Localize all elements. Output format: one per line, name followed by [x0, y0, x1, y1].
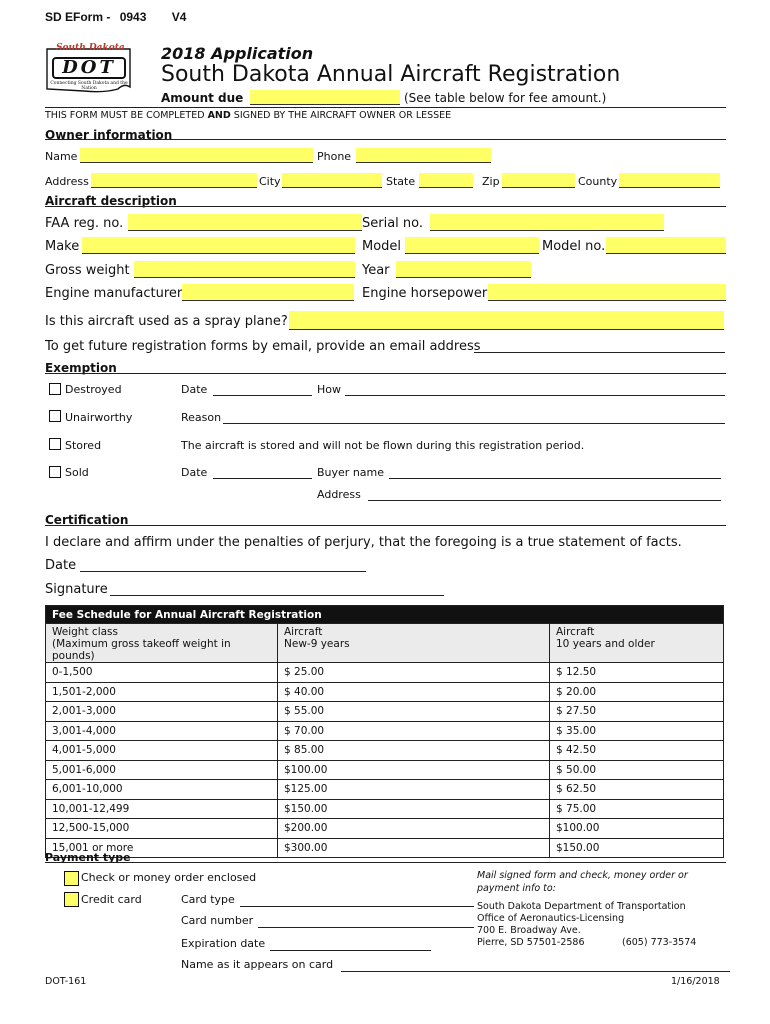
- col-new-header: [278, 624, 550, 663]
- weight-cell: 4,001-5,000: [46, 741, 278, 761]
- owner-heading-line: [45, 139, 726, 140]
- signature-label: Signature: [45, 582, 108, 597]
- fee-note: (See table below for fee amount.): [404, 91, 607, 105]
- new-fee-cell: $150.00: [278, 799, 550, 819]
- state-label: State: [386, 175, 416, 188]
- instruction-bold: AND: [207, 110, 231, 121]
- year-field[interactable]: [396, 261, 531, 278]
- logo-dot-text: DOT: [52, 57, 126, 79]
- table-row: [46, 819, 724, 839]
- table-row: [46, 799, 724, 819]
- buyer-label: Buyer name: [317, 466, 385, 479]
- logo-tagline: Connecting South Dakota and the Nation: [50, 81, 128, 91]
- address-line-3: 700 E. Broadway Ave.: [477, 925, 581, 936]
- weight-cell: 2,001-3,000: [46, 702, 278, 722]
- owner-state-field[interactable]: [419, 173, 473, 188]
- old-fee-cell: $ 12.50: [550, 663, 724, 683]
- make-field[interactable]: [82, 237, 355, 254]
- old-fee-cell: $ 62.50: [550, 780, 724, 800]
- model-no-label: Model no.: [542, 239, 606, 254]
- engine-hp-field[interactable]: [488, 284, 726, 301]
- table-row: [46, 663, 724, 683]
- exemption-heading-line: [45, 373, 726, 374]
- name-on-card-label: Name as it appears on card: [181, 958, 334, 971]
- year-application: 2018 Application: [161, 44, 314, 63]
- instruction-pre: THIS FORM MUST BE COMPLETED: [45, 110, 208, 121]
- serial-no-field[interactable]: [430, 214, 664, 231]
- destroyed-checkbox[interactable]: [49, 383, 61, 395]
- table-row: [46, 780, 724, 800]
- reason-label: Reason: [181, 411, 222, 424]
- old-fee-cell: $ 27.50: [550, 702, 724, 722]
- fee-table-header-row: [46, 624, 724, 663]
- sold-label: Sold: [65, 466, 89, 479]
- old-fee-cell: $ 35.00: [550, 721, 724, 741]
- weight-cell: 12,500-15,000: [46, 819, 278, 839]
- faa-reg-field[interactable]: [128, 214, 362, 231]
- form-number: 0943: [119, 10, 147, 24]
- model-field[interactable]: [405, 237, 539, 254]
- mail-instruction-1: Mail signed form and check, money order or: [477, 870, 688, 881]
- stored-label: Stored: [65, 439, 102, 452]
- weight-cell: 1,501-2,000: [46, 682, 278, 702]
- expiration-label: Expiration date: [181, 937, 266, 950]
- table-row: [46, 721, 724, 741]
- expiration-field[interactable]: [270, 937, 431, 951]
- header-divider: [45, 107, 726, 108]
- old-fee-cell: $ 42.50: [550, 741, 724, 761]
- new-fee-cell: $300.00: [278, 838, 550, 858]
- engine-hp-label: Engine horsepower: [362, 286, 488, 301]
- weight-cell: 6,001-10,000: [46, 780, 278, 800]
- card-type-field[interactable]: [240, 893, 474, 907]
- owner-address-field[interactable]: [91, 173, 257, 188]
- new-fee-cell: $100.00: [278, 760, 550, 780]
- destroyed-label: Destroyed: [65, 383, 122, 396]
- weight-cell: 5,001-6,000: [46, 760, 278, 780]
- cert-date-label: Date: [45, 558, 77, 573]
- mail-instruction-2: payment info to:: [477, 883, 556, 894]
- new-fee-cell: $200.00: [278, 819, 550, 839]
- col-new-line1: Aircraft: [284, 626, 323, 638]
- fee-table-title: Fee Schedule for Annual Aircraft Registration: [46, 606, 724, 624]
- owner-heading: Owner information: [45, 128, 173, 142]
- payment-heading: Payment type: [45, 851, 131, 864]
- old-fee-cell: $ 75.00: [550, 799, 724, 819]
- stored-checkbox[interactable]: [49, 438, 61, 450]
- new-fee-cell: $ 55.00: [278, 702, 550, 722]
- weight-cell: 0-1,500: [46, 663, 278, 683]
- address-line-2: Office of Aeronautics-Licensing: [477, 913, 625, 924]
- dot-logo: [44, 43, 134, 95]
- old-fee-cell: $ 50.00: [550, 760, 724, 780]
- owner-county-field[interactable]: [619, 173, 720, 188]
- col-weight-line2: (Maximum gross takeoff weight in pounds): [52, 638, 231, 662]
- email-label: To get future registration forms by email, provide an email address: [45, 339, 481, 354]
- sold-checkbox[interactable]: [49, 466, 61, 478]
- how-field[interactable]: [345, 382, 725, 396]
- unairworthy-label: Unairworthy: [65, 411, 133, 424]
- engine-mfr-field[interactable]: [182, 284, 354, 301]
- table-row: [46, 760, 724, 780]
- phone-label: Phone: [317, 150, 352, 163]
- check-money-order-checkbox[interactable]: [64, 871, 79, 886]
- new-fee-cell: $ 40.00: [278, 682, 550, 702]
- card-type-label: Card type: [181, 893, 235, 906]
- cert-date-field[interactable]: [80, 558, 366, 572]
- amount-due-label: Amount due: [161, 91, 244, 105]
- old-fee-cell: $150.00: [550, 838, 724, 858]
- col-old-line1: Aircraft: [556, 626, 595, 638]
- card-number-label: Card number: [181, 914, 254, 927]
- engine-mfr-label: Engine manufacturer: [45, 286, 183, 301]
- new-fee-cell: $125.00: [278, 780, 550, 800]
- spray-question: Is this aircraft used as a spray plane?: [45, 314, 288, 329]
- zip-label: Zip: [482, 175, 500, 188]
- gross-weight-label: Gross weight: [45, 263, 130, 278]
- fee-schedule-table: [45, 605, 724, 858]
- contact-phone: (605) 773-3574: [622, 937, 697, 948]
- payment-heading-line: [45, 862, 726, 863]
- weight-cell: 15,001 or more: [46, 838, 278, 858]
- credit-card-checkbox[interactable]: [64, 892, 79, 907]
- owner-name-field[interactable]: [80, 148, 313, 163]
- exemption-heading: Exemption: [45, 361, 117, 375]
- spray-plane-field[interactable]: [289, 311, 724, 330]
- owner-zip-field[interactable]: [502, 173, 575, 188]
- certification-heading-line: [45, 525, 726, 526]
- new-fee-cell: $ 25.00: [278, 663, 550, 683]
- sold-date-label: Date: [181, 466, 208, 479]
- buyer-name-field[interactable]: [389, 465, 721, 479]
- aircraft-heading-line: [45, 206, 726, 207]
- instruction-text: [45, 110, 451, 121]
- county-label: County: [578, 175, 618, 188]
- col-old-line2: 10 years and older: [556, 638, 655, 650]
- address-line-4: Pierre, SD 57501-2586: [477, 937, 585, 948]
- buyer-address-field[interactable]: [368, 487, 721, 501]
- page-title: South Dakota Annual Aircraft Registration: [161, 62, 621, 87]
- year-label: Year: [362, 263, 390, 278]
- email-field[interactable]: [474, 339, 725, 353]
- model-no-field[interactable]: [606, 237, 726, 254]
- form-id-label: SD EForm -: [45, 10, 111, 24]
- signature-field[interactable]: [110, 582, 444, 596]
- col-new-line2: New-9 years: [284, 638, 350, 650]
- form-date: 1/16/2018: [671, 976, 720, 987]
- form-version: V4: [171, 10, 187, 24]
- owner-city-field[interactable]: [282, 173, 382, 188]
- owner-phone-field[interactable]: [356, 148, 491, 163]
- make-label: Make: [45, 239, 80, 254]
- gross-weight-field[interactable]: [134, 261, 355, 278]
- check-label: Check or money order enclosed: [81, 871, 257, 884]
- name-label: Name: [45, 150, 78, 163]
- destroyed-date-label: Date: [181, 383, 208, 396]
- col-weight-line1: Weight class: [52, 626, 118, 638]
- faa-label: FAA reg. no.: [45, 216, 124, 231]
- buyer-address-label: Address: [317, 488, 361, 501]
- fee-table-title-row: [46, 606, 724, 624]
- unairworthy-checkbox[interactable]: [49, 410, 61, 422]
- name-on-card-field[interactable]: [341, 971, 730, 972]
- city-label: City: [259, 175, 281, 188]
- old-fee-cell: $ 20.00: [550, 682, 724, 702]
- address-line-1: South Dakota Department of Transportation: [477, 901, 686, 912]
- table-row: [46, 682, 724, 702]
- destroyed-date-field[interactable]: [213, 382, 312, 396]
- new-fee-cell: $ 85.00: [278, 741, 550, 761]
- card-number-field[interactable]: [258, 914, 474, 928]
- certification-heading: Certification: [45, 513, 129, 527]
- sold-date-field[interactable]: [213, 465, 312, 479]
- logo-script: South Dakota: [56, 43, 125, 53]
- col-weight-header: [46, 624, 278, 663]
- reason-field[interactable]: [223, 410, 725, 424]
- table-row: [46, 741, 724, 761]
- serial-label: Serial no.: [362, 216, 424, 231]
- address-label: Address: [45, 175, 89, 188]
- instruction-post: SIGNED BY THE AIRCRAFT OWNER OR LESSEE: [230, 110, 452, 121]
- weight-cell: 3,001-4,000: [46, 721, 278, 741]
- certification-statement: I declare and affirm under the penalties of perjury, that the foregoing is a true statement of facts.: [45, 535, 682, 550]
- col-old-header: [550, 624, 724, 663]
- table-row: [46, 838, 724, 858]
- old-fee-cell: $100.00: [550, 819, 724, 839]
- weight-cell: 10,001-12,499: [46, 799, 278, 819]
- form-code: DOT-161: [45, 976, 87, 987]
- form-id: [45, 10, 186, 24]
- model-label: Model: [362, 239, 402, 254]
- how-label: How: [317, 383, 341, 396]
- credit-card-label: Credit card: [81, 893, 142, 906]
- stored-text: The aircraft is stored and will not be flown during this registration period.: [181, 439, 585, 452]
- new-fee-cell: $ 70.00: [278, 721, 550, 741]
- amount-due-field[interactable]: [250, 90, 400, 105]
- table-row: [46, 702, 724, 722]
- aircraft-heading: Aircraft description: [45, 194, 177, 208]
